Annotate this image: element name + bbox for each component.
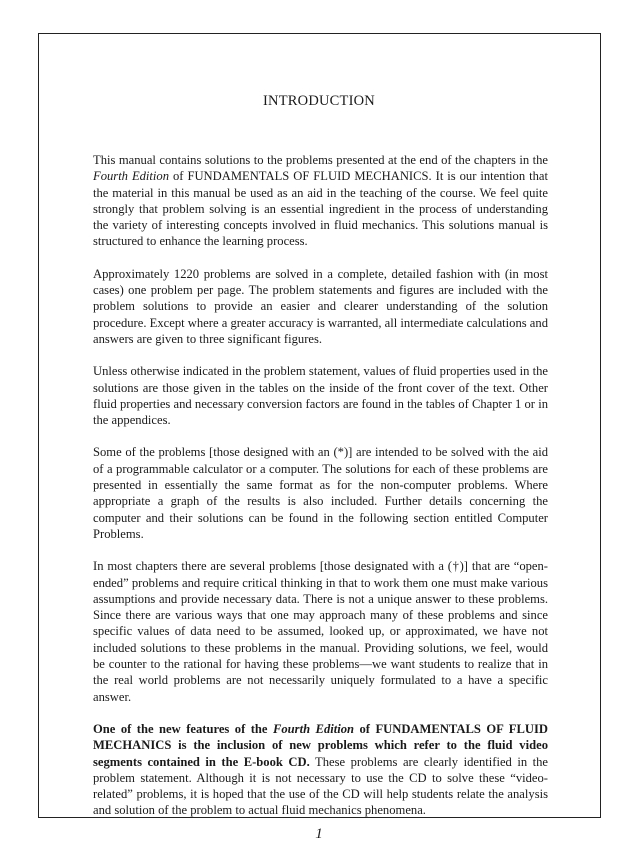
paragraph-fluid-properties: Unless otherwise indicated in the problem statement, values of fluid properties used in the solutions are those given in the tables on the inside of the front cover of the text. Other fluid properties and necessary conversion factors are found in the tables of Chapter 1 or in the appendices.	[93, 364, 548, 428]
page-title: INTRODUCTION	[263, 93, 375, 109]
document-body	[93, 152, 548, 819]
italic-edition: Fourth Edition	[93, 169, 170, 184]
page-number: 1	[315, 826, 323, 842]
paragraph-text: These problems are clearly identified in the problem statement. Although it is not necessary to use the CD to solve these “video-related” problems, it is hoped that the use of the CD will help students relate the analysis and solution of the problem to actual fluid mechanics phenomena.	[93, 754, 548, 818]
bold-italic-edition: Fourth Edition	[272, 721, 355, 736]
bold-text: One of the new features of the	[93, 721, 273, 736]
paragraph-problems-solved: Approximately 1220 problems are solved in a complete, detailed fashion with (in most cases) one problem per page. The problem statements and figures are included with the problem solutions to provide an easier and clearer understanding of the solution procedure. Except where a greater accuracy is warranted, all intermediate calculations and answers are given to three significant figures.	[93, 266, 548, 346]
paragraph-open-ended-problems: In most chapters there are several problems [those designated with a (†)] that are “open-ended” problems and require critical thinking in that to work them one must make various assumptions and provide necessary data. There is not a unique answer to these problems. Since there are various ways that one may approach many of these problems and since specific values of data need to be assumed, looked up, or approximated, we have not included solutions to these problems in the manual. Providing solutions, we feel, would be counter to the rational for having these problems—we want students to realize that in the real world problems are not necessarily uniquely formulated to a have a specific answer.	[93, 559, 548, 704]
paragraph-text: This manual contains solutions to the problems presented at the end of the chapters in the	[93, 153, 548, 167]
paragraph-text: of FUNDAMENTALS OF FLUID MECHANICS. It is our intention that the material in this manual be used as an aid in the teaching of the course. We feel quite strongly that problem solving is an essential ingredient in the process of understanding the variety of interesting concepts involved in fluid mechanics. This solutions manual is structured to enhance the learning process.	[93, 169, 548, 249]
paragraph-computer-problems: Some of the problems [those designed with an (*)] are intended to be solved with the aid of a programmable calculator or a computer. The solutions for each of these problems are presented in essentially the same format as for the non-computer problems. Where appropriate a graph of the results is also included. Further details concerning the computer and their solutions can be found in the following section entitled Computer Problems.	[93, 445, 548, 541]
paragraph-video-problems	[93, 721, 548, 819]
paragraph-purpose	[93, 152, 548, 250]
bold-text: of FUNDAMENTALS OF FLUID MECHANICS is the inclusion of new problems which refer to the fluid video segments contained in the E-book CD.	[93, 721, 548, 769]
